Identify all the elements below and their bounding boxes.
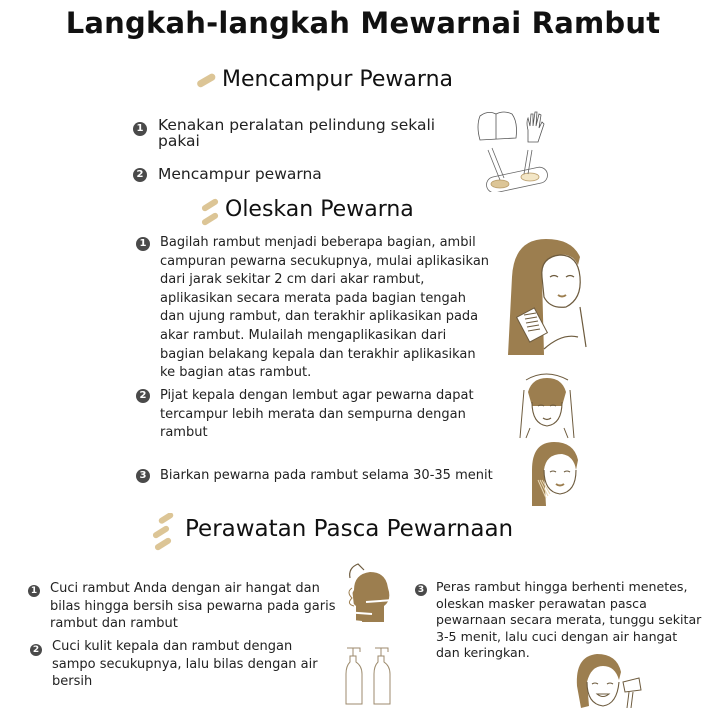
hair-dryer-woman-icon (573, 652, 645, 718)
hair-washing-icon (342, 560, 400, 630)
step-number-badge: 1 (133, 122, 147, 136)
step-text-line: Bagilah rambut menjadi beberapa bagian, ambil (160, 235, 476, 250)
step-text-block (52, 638, 342, 691)
step-text: Mencampur pewarna (158, 165, 322, 183)
step-text-line: Pijat kepala dengan lembut agar pewarna dapat (160, 388, 474, 403)
step-text-line: rambut dan rambut (50, 616, 178, 631)
step-number-badge: 3 (136, 469, 150, 483)
double-brush-stroke-icon (198, 196, 222, 232)
step-number-badge: 2 (133, 168, 147, 182)
woman-combing-hair-icon (506, 237, 588, 365)
step-number-badge: 3 (415, 584, 427, 596)
section-heading-aftercare: Perawatan Pasca Pewarnaan (185, 516, 514, 542)
step-text-line: tercampur lebih merata dan sempurna dengan (160, 406, 466, 422)
step-text-line: dan ujung rambut, dan terakhir aplikasikan pada (160, 309, 479, 325)
step-text-line: bersih (52, 674, 93, 689)
step-text-block (160, 234, 500, 383)
step-text-block (160, 387, 500, 443)
brush-stroke-icon (194, 69, 218, 91)
section-heading-mixing: Mencampur Pewarna (222, 67, 453, 92)
step-text: Kenakan peralatan pelindung sekali pakai (158, 116, 436, 150)
shampoo-bottles-icon (344, 646, 396, 708)
page-title: Langkah-langkah Mewarnai Rambut (65, 6, 661, 40)
step-text-line: oleskan masker perawatan pasca (436, 595, 647, 611)
step-number-badge: 2 (30, 644, 42, 656)
section-heading-apply: Oleskan Pewarna (225, 197, 414, 222)
step-text-block (436, 579, 716, 662)
step-text-line: dan keringkan. (436, 645, 530, 661)
step-text-line: rambut (160, 425, 208, 441)
step-number-badge: 1 (28, 585, 40, 597)
step-number-badge: 2 (136, 389, 150, 403)
step-text-line: 3-5 menit, lalu cuci dengan air hangat (436, 628, 678, 644)
step-text-block (50, 580, 340, 633)
triple-brush-stroke-icon (150, 513, 178, 553)
step-text-line: Cuci rambut Anda dengan air hangat dan (50, 581, 320, 596)
step-text-line: bagian belakang kepala dan terakhir aplikasikan (160, 346, 476, 362)
step-text-line: Peras rambut hingga berhenti menetes, (436, 579, 688, 594)
step-text-line: campuran pewarna secukupnya, mulai aplikasikan (160, 253, 490, 269)
step-text-line: Biarkan pewarna pada rambut selama 30-35 menit (160, 468, 493, 483)
woman-waiting-icon (528, 440, 582, 510)
step-number-badge: 1 (136, 237, 150, 251)
step-text-line: akar rambut. Mulailah mengaplikasikan dari (160, 327, 447, 343)
mixing-bowl-icon (482, 144, 552, 192)
step-text-line: sampo secukupnya, lalu bilas dengan air (52, 656, 318, 672)
step-text-line: dari jarak sekitar 2 cm dari akar rambut, (160, 272, 425, 288)
step-text-line: Cuci kulit kepala dan rambut dengan (52, 639, 293, 654)
step-text-line: bilas hingga bersih sisa pewarna pada garis (50, 598, 336, 614)
step-text-line: ke bagian atas rambut. (160, 365, 312, 381)
step-text-line: pewarnaan secara merata, tunggu sekitar (436, 612, 702, 628)
head-massage-icon (516, 372, 578, 442)
step-text-line: aplikasikan secara merata pada bagian tengah (160, 290, 467, 306)
cape-and-gloves-icon (474, 108, 554, 148)
